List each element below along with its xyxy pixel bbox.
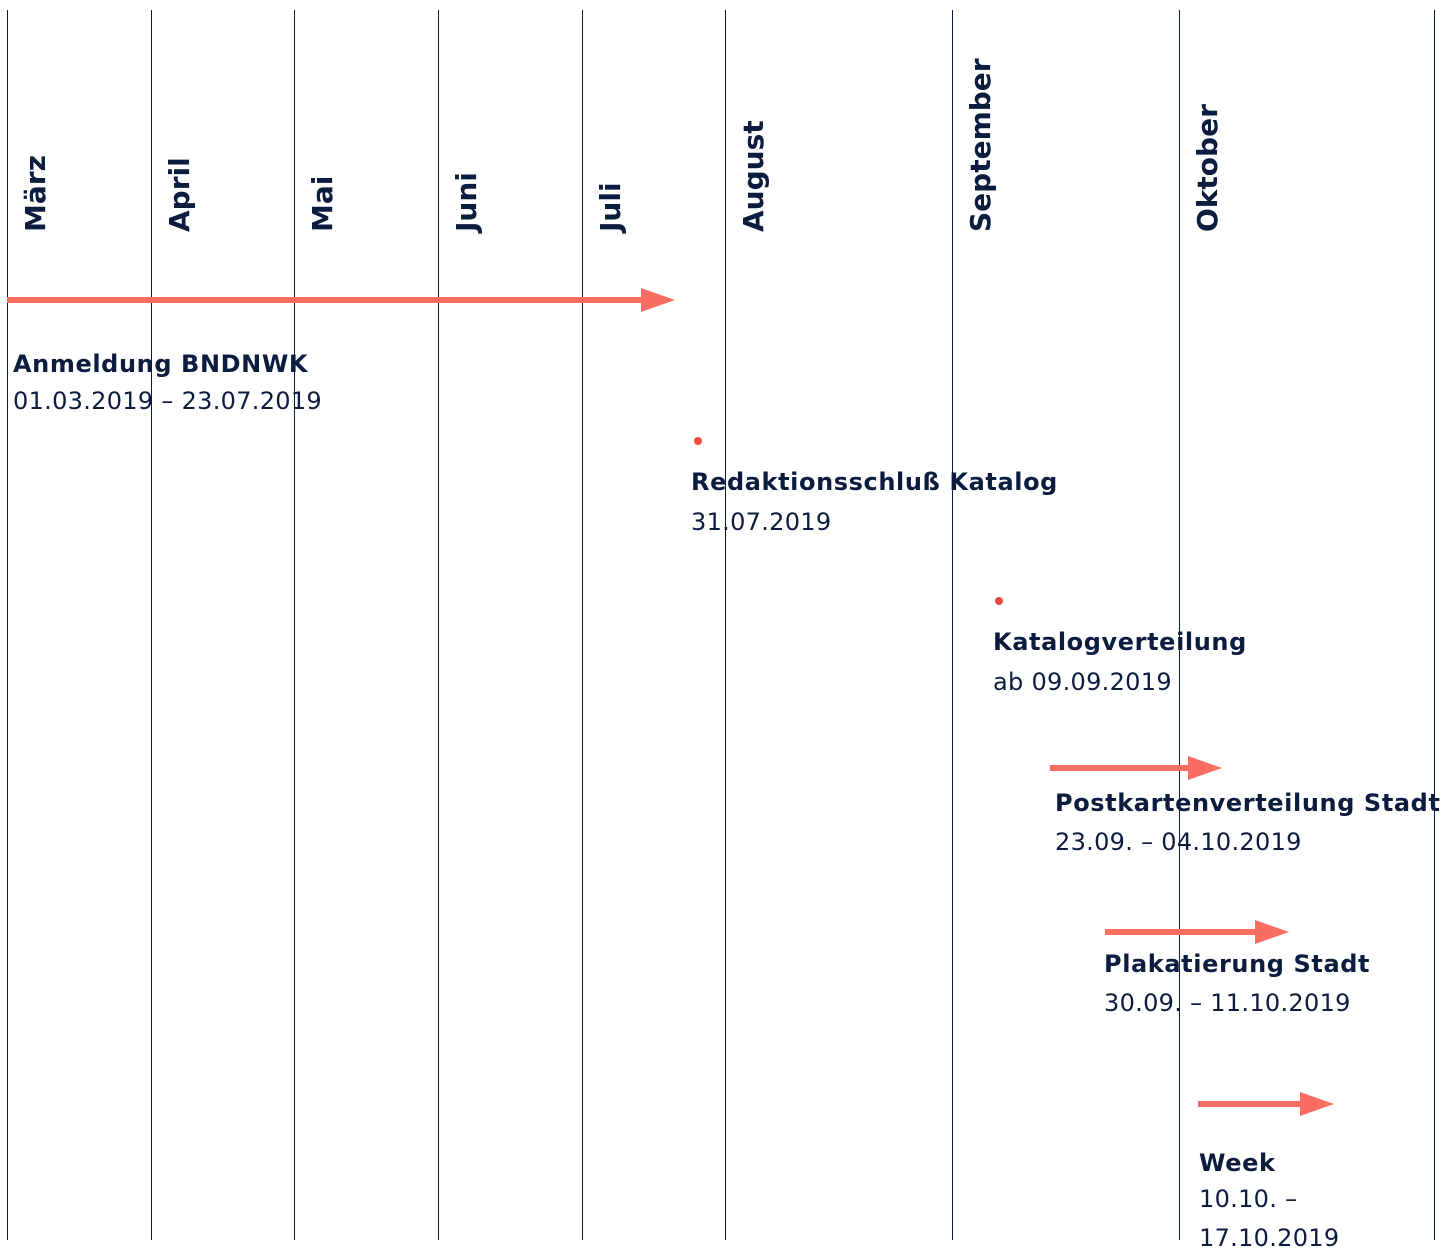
arrow-head [1255,920,1289,944]
timespan-arrow [1105,920,1289,944]
event-title: Redaktionsschluß Katalog [691,468,1058,496]
month-gridline [7,10,8,1240]
month-gridline [151,10,152,1240]
month-label-maerz: März [19,155,52,232]
timespan-arrow [1198,1092,1334,1116]
event-date: 23.09. – 04.10.2019 [1055,828,1302,856]
arrow-shaft [1050,765,1192,771]
event-date-line: 10.10. – [1199,1185,1298,1213]
month-gridline [725,10,726,1240]
arrow-shaft [7,297,647,303]
month-gridline [1179,10,1180,1240]
arrow-head [641,288,675,312]
event-title: Week [1199,1149,1276,1177]
month-gridline [582,10,583,1240]
event-title: Katalogverteilung [993,628,1247,656]
month-gridline [294,10,295,1240]
month-label-juli: Juli [594,182,627,232]
arrow-head [1188,756,1222,780]
event-date: 01.03.2019 – 23.07.2019 [13,387,322,415]
arrow-shaft [1105,929,1259,935]
arrow-shaft [1198,1101,1304,1107]
month-label-oktober: Oktober [1191,104,1224,232]
event-date: ab 09.09.2019 [993,668,1172,696]
arrow-head [1300,1092,1334,1116]
timespan-arrow [1050,756,1222,780]
month-label-juni: Juni [450,172,483,232]
event-date: 31.07.2019 [691,508,832,536]
milestone-dot [694,437,702,445]
event-title: Postkartenverteilung Stadt [1055,789,1441,817]
event-title: Anmeldung BNDNWK [13,350,309,378]
milestone-dot [995,597,1003,605]
month-gridline [1434,10,1435,1240]
month-gridline [438,10,439,1240]
month-label-august: August [737,120,770,232]
month-label-mai: Mai [306,175,339,232]
month-label-september: September [964,58,997,232]
month-gridline [952,10,953,1240]
timespan-arrow [7,288,675,312]
event-title: Plakatierung Stadt [1104,950,1371,978]
event-date-line: 17.10.2019 [1199,1224,1340,1252]
event-date: 30.09. – 11.10.2019 [1104,989,1351,1017]
month-label-april: April [163,157,196,232]
